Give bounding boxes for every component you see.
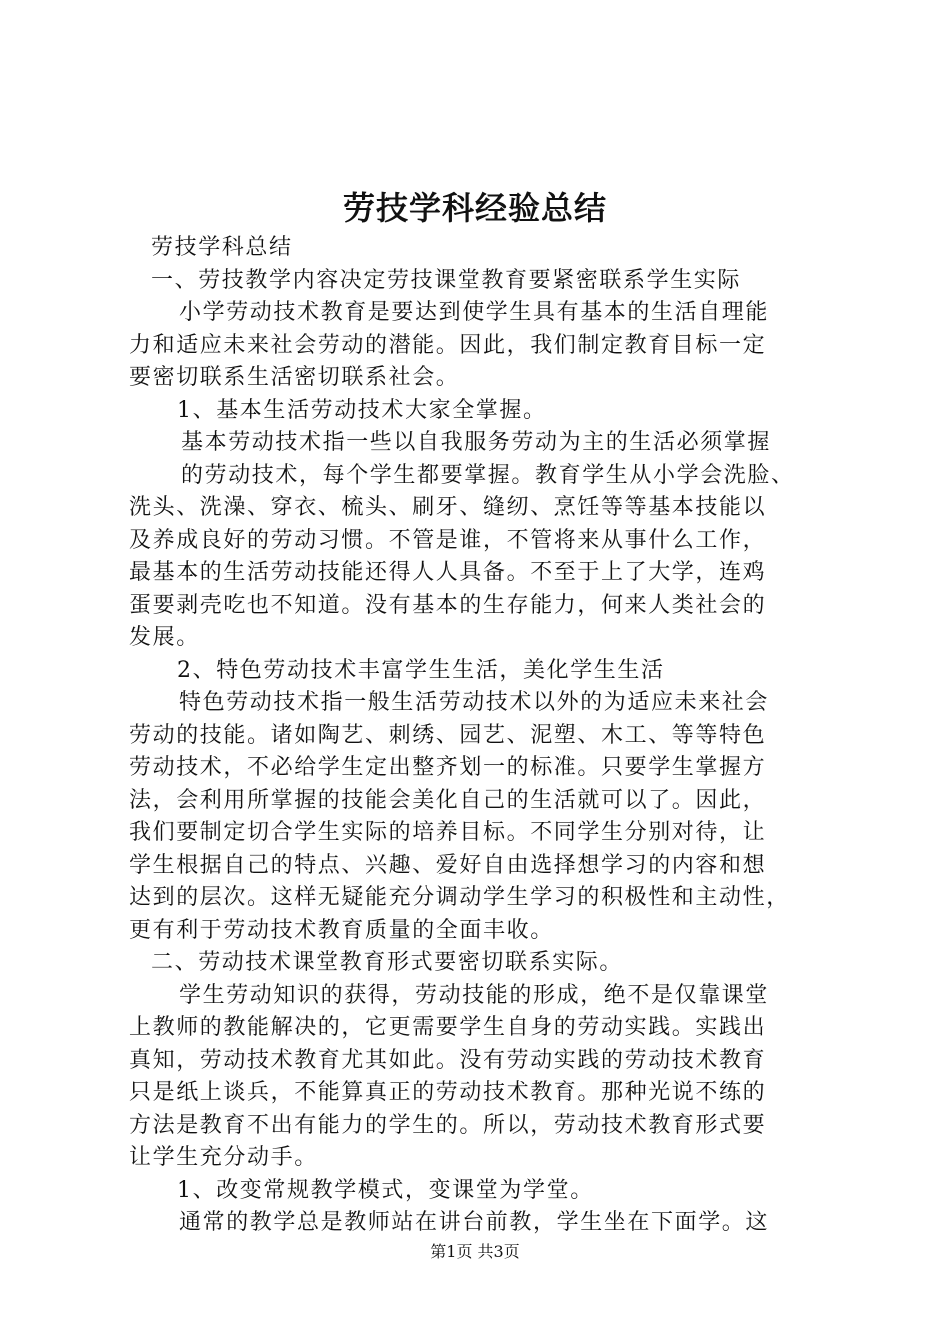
body-line: 真知，劳动技术教育尤其如此。没有劳动实践的劳动技术教育 (129, 1047, 767, 1073)
section-heading: 一、劳技教学内容决定劳技课堂教育要紧密联系学生实际 (151, 267, 742, 293)
body-line: 方法是教育不出有能力的学生的。所以，劳动技术教育形式要 (129, 1112, 767, 1138)
body-line: 劳动的技能。诸如陶艺、刺绣、园艺、泥塑、木工、等等特色 (129, 722, 767, 748)
body-line: 法，会利用所掌握的技能会美化自己的生活就可以了。因此， (129, 787, 767, 813)
body-line: 我们要制定切合学生实际的培养目标。不同学生分别对待，让 (129, 820, 767, 845)
body-line: 最基本的生活劳动技能还得人人具备。不至于上了大学，连鸡 (129, 560, 767, 585)
section-heading: 二、劳动技术课堂教育形式要密切联系实际。 (151, 950, 624, 975)
document-body (129, 232, 829, 1240)
body-line: 更有利于劳动技术教育质量的全面丰收。 (129, 917, 554, 943)
subsection-heading: 1、基本生活劳动技术大家全掌握。 (177, 397, 547, 423)
subsection-heading: 1、改变常规教学模式，变课堂为学堂。 (177, 1177, 594, 1203)
body-line: 劳技学科总结 (151, 235, 293, 260)
body-line: 学生劳动知识的获得，劳动技能的形成，绝不是仅靠课堂 (179, 982, 770, 1008)
subsection-heading: 2、特色劳动技术丰富学生生活，美化学生生活 (177, 657, 665, 683)
body-line: 通常的教学总是教师站在讲台前教，学生坐在下面学。这 (179, 1210, 770, 1235)
body-line: 让学生充分动手。 (129, 1145, 318, 1170)
body-line: 学生根据自己的特点、兴趣、爱好自由选择想学习的内容和想 (129, 852, 767, 878)
body-line: 要密切联系生活密切联系社会。 (129, 365, 460, 390)
body-line: 小学劳动技术教育是要达到使学生具有基本的生活自理能 (179, 300, 770, 325)
body-line: 力和适应未来社会劳动的潜能。因此，我们制定教育目标一定 (129, 332, 767, 358)
body-line: 基本劳动技术指一些以自我服务劳动为主的生活必须掌握 (181, 430, 772, 455)
body-line: 蛋要剥壳吃也不知道。没有基本的生存能力，何来人类社会的 (129, 592, 767, 618)
body-line: 特色劳动技术指一般生活劳动技术以外的为适应未来社会 (179, 690, 770, 715)
body-line: 洗头、洗澡、穿衣、梳头、刷牙、缝纫、烹饪等等基本技能以 (129, 495, 767, 520)
body-line: 发展。 (129, 625, 200, 650)
body-line: 只是纸上谈兵，不能算真正的劳动技术教育。那种光说不练的 (129, 1080, 767, 1105)
body-line: 及养成良好的劳动习惯。不管是谁，不管将来从事什么工作， (129, 527, 767, 553)
body-line: 的劳动技术，每个学生都要掌握。教育学生从小学会洗脸、 (181, 462, 795, 488)
body-line: 达到的层次。这样无疑能充分调动学生学习的积极性和主动性， (129, 885, 790, 910)
document-title: 劳技学科经验总结 (342, 189, 607, 227)
body-line: 上教师的教能解决的，它更需要学生自身的劳动实践。实践出 (129, 1015, 767, 1040)
body-line: 劳动技术，不必给学生定出整齐划一的标准。只要学生掌握方 (129, 755, 767, 780)
page-footer: 第1页 共3页 (430, 1242, 520, 1261)
